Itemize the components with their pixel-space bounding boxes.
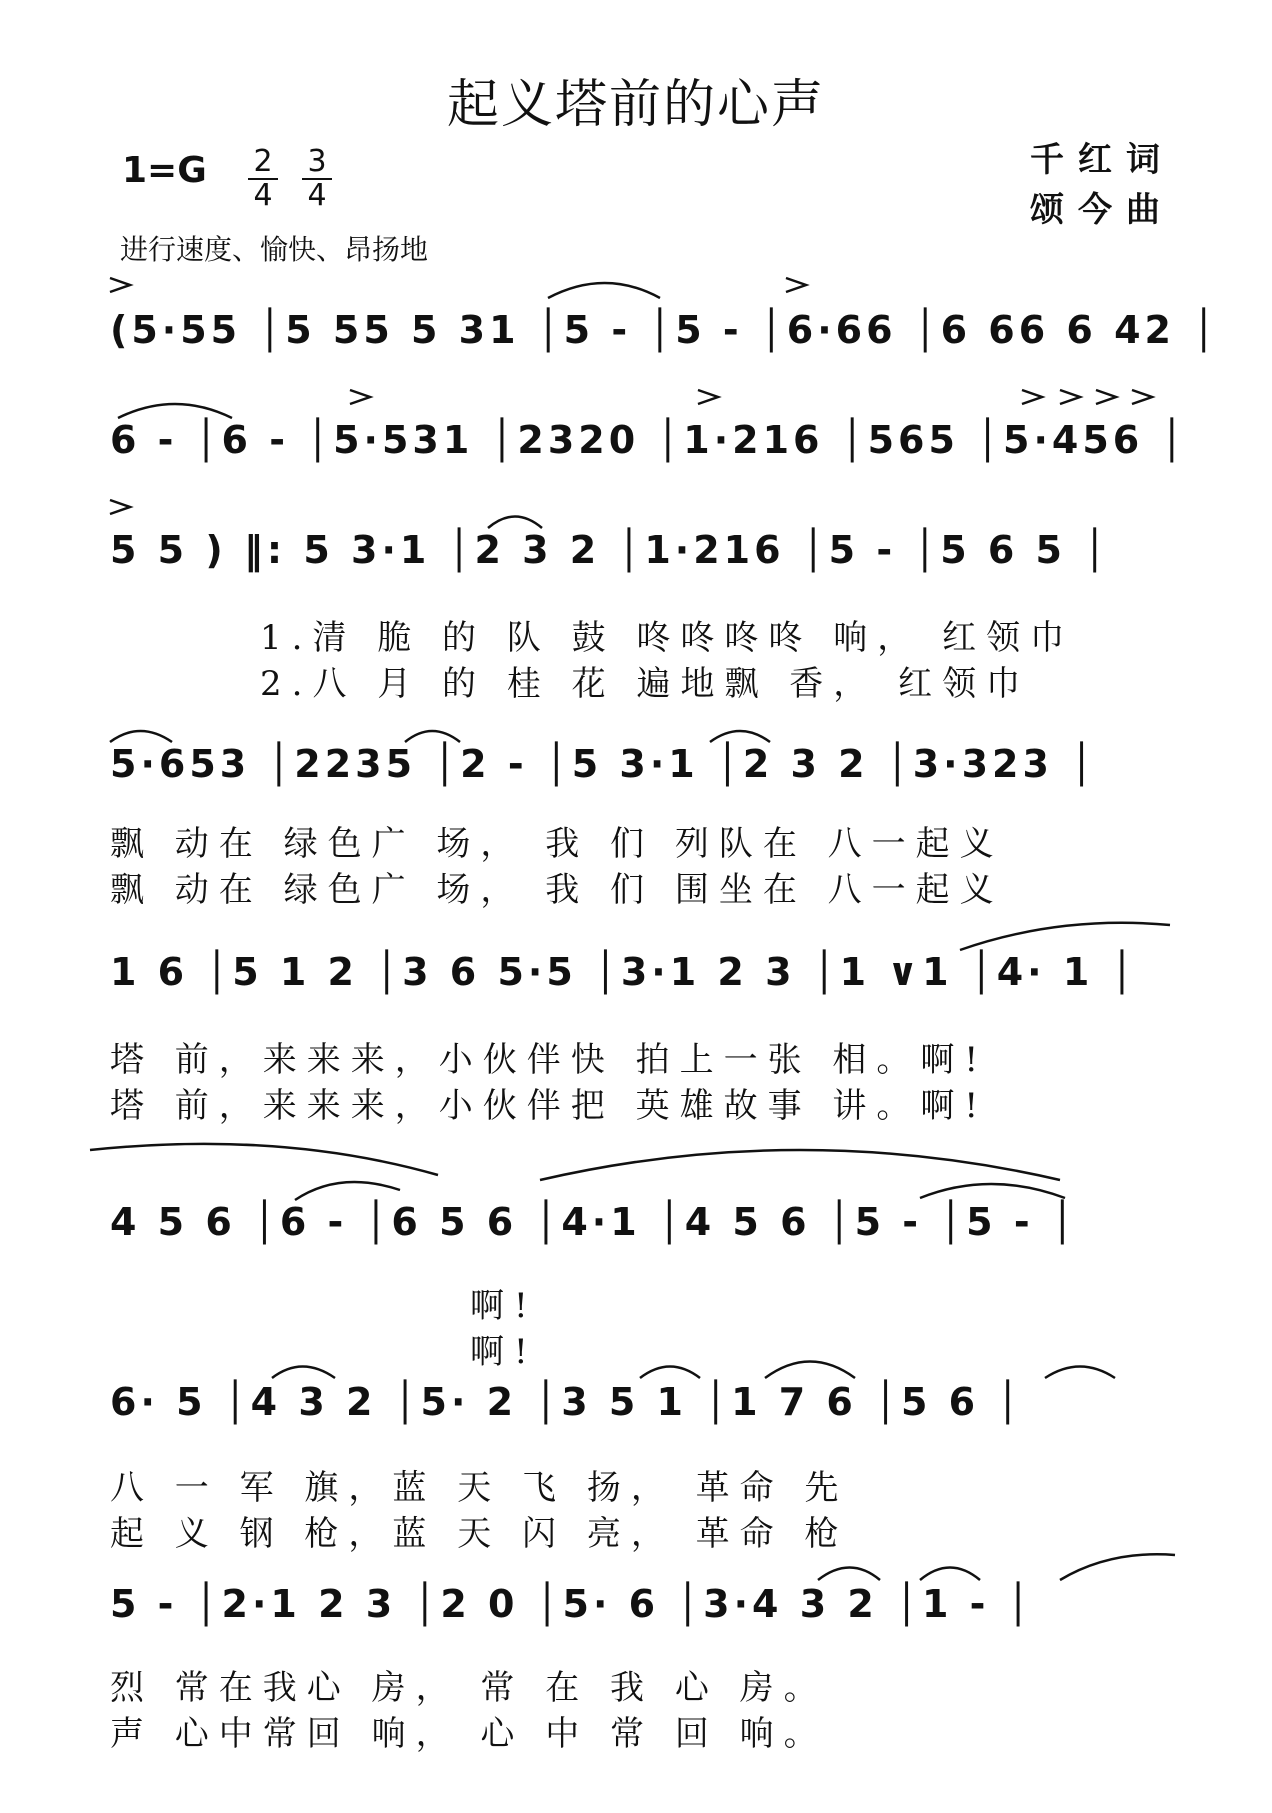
notes-line: 5·653 │2235 │2 - │5 3·1 │2 3 2 │3·323 │	[110, 742, 1098, 786]
notes-line: 1 6 │5 1 2 │3 6 5·5 │3·1 2 3 │1 ∨1 │4· 1 │	[110, 950, 1138, 994]
tie-arc	[118, 404, 232, 418]
lyrics-verse-2: 啊!	[470, 1332, 538, 1372]
accent-mark	[110, 500, 130, 514]
tie-arc	[640, 1367, 700, 1379]
notes-line: 5 5 ) ‖: 5 3·1 │2 3 2 │1·216 │5 - │5 6 5 │	[110, 528, 1111, 572]
key-signature: 1=G	[122, 150, 207, 191]
notes-line: 5 - │2·1 2 3 │2 0 │5· 6 │3·4 3 2 │1 - │	[110, 1582, 1034, 1626]
time-signature-3-4: 3 4	[300, 146, 334, 212]
tie-arc	[295, 1182, 400, 1200]
lyrics-verse-1: 烈 常在我心 房， 常 在 我 心 房。	[110, 1668, 828, 1708]
time-signature-2-4: 2 4	[246, 146, 280, 212]
tie-arc	[920, 1568, 980, 1581]
tie-arc	[548, 283, 660, 298]
tie-arc	[818, 1568, 880, 1581]
slur-arc	[90, 1144, 438, 1175]
accent-mark	[786, 278, 806, 292]
tie-arc	[765, 1362, 855, 1379]
lyricist-credit: 千红词	[1030, 140, 1174, 180]
lyrics-verse-2: 声 心中常回 响， 心 中 常 回 响。	[110, 1714, 828, 1754]
slur-arc	[540, 1150, 1060, 1180]
tie-arc	[1045, 1367, 1115, 1379]
accent-mark	[1060, 390, 1080, 404]
accent-mark	[1096, 390, 1116, 404]
notes-line: 4 5 6 │6 - │6 5 6 │4·1 │4 5 6 │5 - │5 - │	[110, 1200, 1078, 1244]
accent-mark	[698, 390, 718, 404]
notes-line: 6· 5 │4 3 2 │5· 2 │3 5 1 │1 7 6 │5 6 │	[110, 1380, 1024, 1424]
notes-line: (5·55 │5 55 5 31 │5 - │5 - │6·66 │6 66 6 42 │	[110, 308, 1220, 352]
lyrics-verse-1: 飘 动在 绿色广 场， 我 们 列队在 八一起义	[110, 824, 1004, 864]
accent-mark	[1132, 390, 1152, 404]
lyrics-verse-1: 八 一 军 旗，蓝 天 飞 扬， 革命 先	[110, 1468, 849, 1508]
tie-arc	[110, 731, 172, 742]
slur-arc	[960, 923, 1170, 950]
lyrics-verse-2: 起 义 钢 枪，蓝 天 闪 亮， 革命 枪	[110, 1514, 849, 1554]
accent-mark	[110, 278, 130, 292]
notes-line: 6 - │6 - │5·531 │2320 │1·216 │565 │5·456 │	[110, 418, 1188, 462]
lyrics-verse-1: 1.清 脆 的 队 鼓 咚咚咚咚 响， 红领巾	[260, 618, 1075, 658]
slur-arc	[1060, 1554, 1175, 1580]
tie-arc	[272, 1367, 335, 1379]
tempo-marking: 进行速度、愉快、昂扬地	[120, 233, 429, 266]
accent-mark	[350, 390, 370, 404]
lyrics-verse-2: 飘 动在 绿色广 场， 我 们 围坐在 八一起义	[110, 870, 1004, 910]
tie-arc	[405, 731, 460, 742]
tie-arc	[488, 517, 542, 529]
lyrics-verse-1: 啊!	[470, 1286, 538, 1326]
composer-credit: 颂今曲	[1030, 190, 1174, 230]
tie-arc	[920, 1184, 1065, 1198]
accent-mark	[1022, 390, 1042, 404]
lyrics-verse-2: 2.八 月 的 桂 花 遍地飘 香， 红领巾	[260, 664, 1031, 704]
song-title: 起义塔前的心声	[446, 75, 825, 135]
tie-arc	[710, 731, 770, 742]
lyrics-verse-2: 塔 前，来来来，小伙伴把 英雄故事 讲。啊!	[110, 1086, 989, 1126]
lyrics-verse-1: 塔 前，来来来，小伙伴快 拍上一张 相。啊!	[110, 1040, 989, 1080]
